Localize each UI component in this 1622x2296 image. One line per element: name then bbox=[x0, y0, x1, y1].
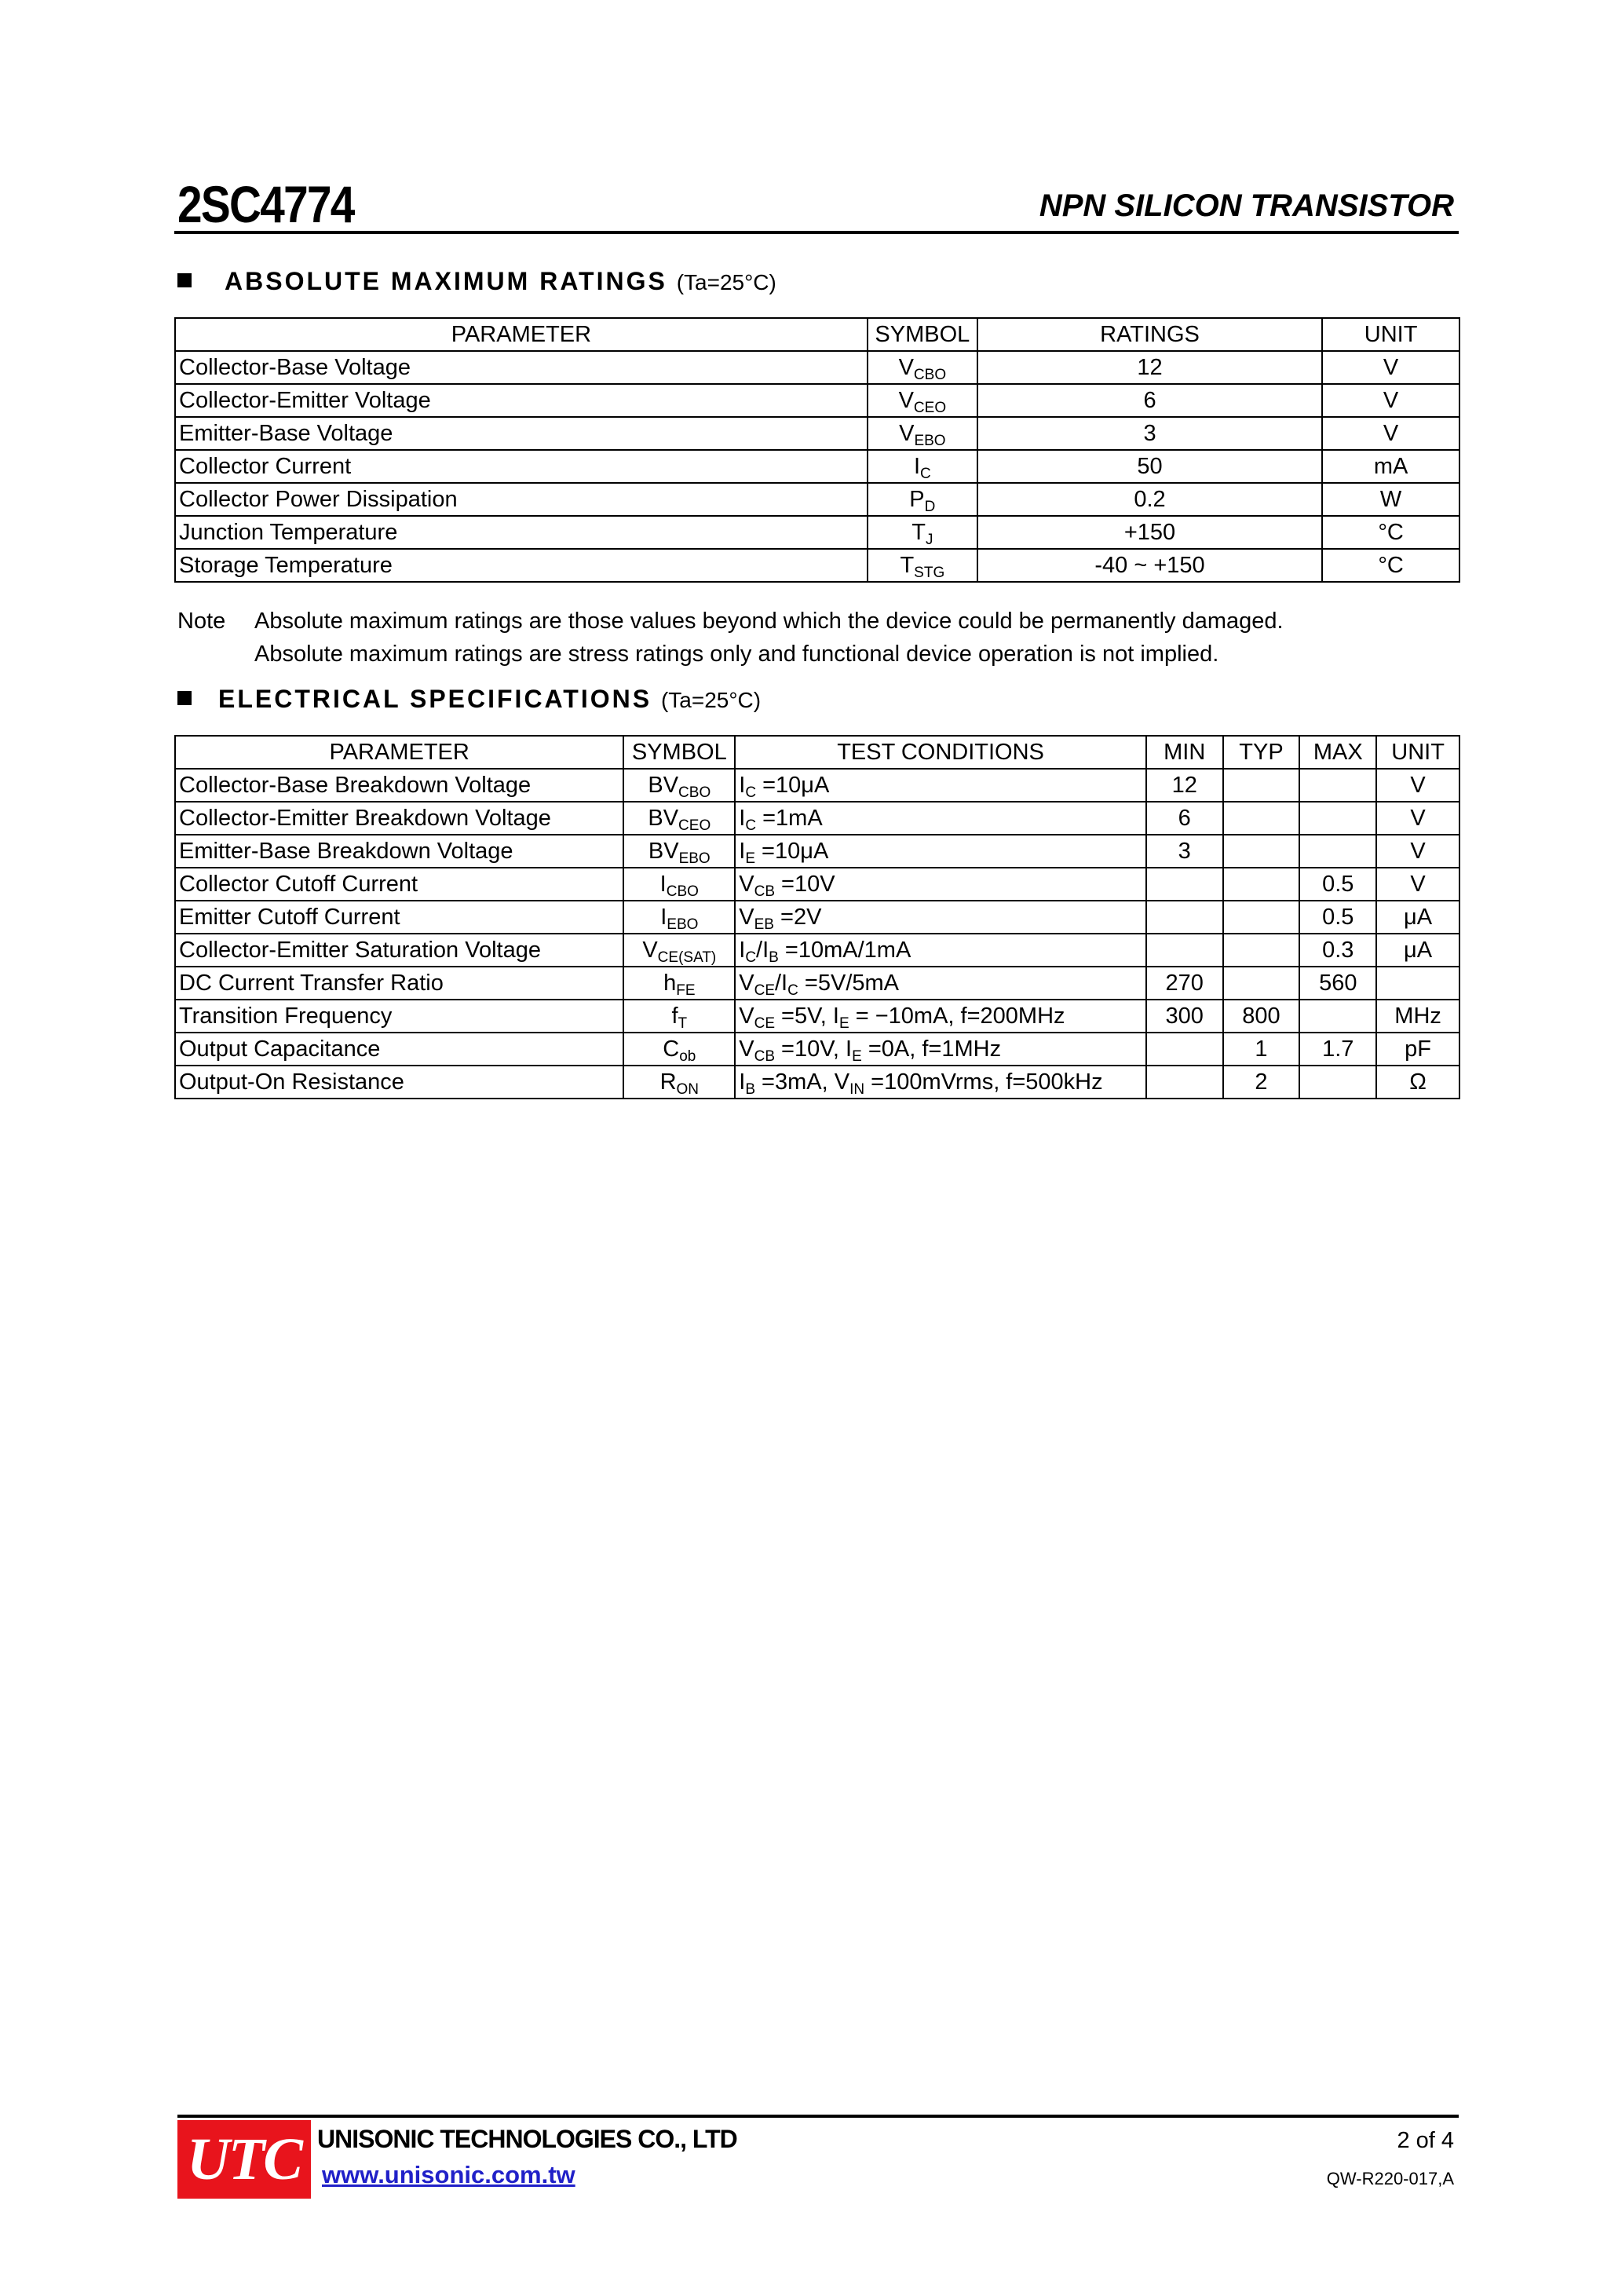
table-row bbox=[175, 802, 1459, 835]
symbol-subscript: EBO bbox=[914, 433, 946, 449]
symbol-text: V bbox=[898, 355, 914, 380]
symbol-cell bbox=[623, 901, 735, 934]
rating-cell: 0.2 bbox=[977, 483, 1322, 516]
symbol-cell bbox=[868, 450, 977, 483]
parameter-cell: Collector-Emitter Saturation Voltage bbox=[175, 934, 623, 967]
column-header: PARAMETER bbox=[175, 318, 868, 351]
parameter-cell: Emitter-Base Breakdown Voltage bbox=[175, 835, 623, 868]
parameter-cell: Emitter-Base Voltage bbox=[175, 417, 868, 450]
note-label: Note bbox=[177, 609, 226, 634]
table-row bbox=[175, 934, 1459, 967]
column-header: SYMBOL bbox=[623, 736, 735, 769]
symbol-text: I bbox=[913, 454, 920, 479]
rating-cell: 12 bbox=[977, 351, 1322, 384]
max-cell: 0.3 bbox=[1299, 934, 1376, 967]
condition-subscript: C bbox=[745, 784, 757, 801]
symbol-text: I bbox=[660, 905, 667, 930]
symbol-subscript: CBO bbox=[678, 784, 711, 801]
symbol-text: C bbox=[663, 1036, 680, 1062]
page-number: 2 of 4 bbox=[1397, 2128, 1454, 2153]
min-cell bbox=[1146, 868, 1223, 901]
min-cell: 6 bbox=[1146, 802, 1223, 835]
parameter-cell: Collector-Base Voltage bbox=[175, 351, 868, 384]
column-header: MIN bbox=[1146, 736, 1223, 769]
min-cell: 3 bbox=[1146, 835, 1223, 868]
typ-cell: 1 bbox=[1223, 1033, 1300, 1066]
symbol-cell bbox=[623, 769, 735, 802]
condition-text: I bbox=[739, 1069, 746, 1095]
symbol-subscript: EBO bbox=[667, 916, 699, 933]
symbol-text: I bbox=[659, 872, 667, 897]
condition-text: =0A, f=1MHz bbox=[861, 1036, 1002, 1062]
elec-title: ELECTRICAL SPECIFICATIONS bbox=[218, 685, 652, 713]
symbol-subscript: D bbox=[924, 499, 936, 515]
note-line: Absolute maximum ratings are stress ratings only and functional device operation is not implied. bbox=[254, 642, 1219, 667]
symbol-cell bbox=[623, 802, 735, 835]
symbol-subscript: EBO bbox=[678, 850, 711, 867]
condition-subscript: EB bbox=[754, 916, 774, 933]
parameter-cell: Collector Current bbox=[175, 450, 868, 483]
square-bullet-icon bbox=[177, 691, 192, 705]
typ-cell: 2 bbox=[1223, 1066, 1300, 1099]
unit-cell: pF bbox=[1376, 1033, 1459, 1066]
typ-cell: 800 bbox=[1223, 1000, 1300, 1033]
column-header: TEST CONDITIONS bbox=[735, 736, 1146, 769]
symbol-subscript: C bbox=[920, 466, 931, 482]
symbol-cell bbox=[868, 384, 977, 417]
part-number: 2SC4774 bbox=[177, 175, 354, 233]
abs-max-title: ABSOLUTE MAXIMUM RATINGS bbox=[225, 267, 667, 295]
condition-text: =10V, I bbox=[775, 1036, 853, 1062]
test-conditions-cell bbox=[735, 835, 1146, 868]
max-cell bbox=[1299, 1000, 1376, 1033]
unit-cell: MHz bbox=[1376, 1000, 1459, 1033]
column-header: UNIT bbox=[1322, 318, 1459, 351]
typ-cell bbox=[1223, 967, 1300, 1000]
max-cell: 0.5 bbox=[1299, 901, 1376, 934]
condition-subscript: B bbox=[769, 949, 779, 966]
table-row bbox=[175, 384, 1459, 417]
symbol-cell bbox=[623, 1066, 735, 1099]
typ-cell bbox=[1223, 769, 1300, 802]
symbol-subscript: STG bbox=[914, 565, 945, 581]
parameter-cell: Collector-Base Breakdown Voltage bbox=[175, 769, 623, 802]
unit-cell: V bbox=[1376, 802, 1459, 835]
condition-text: = −10mA, f=200MHz bbox=[849, 1004, 1065, 1029]
condition-text: V bbox=[739, 905, 754, 930]
condition-subscript: E bbox=[852, 1048, 862, 1065]
condition-text: I bbox=[739, 806, 746, 831]
column-header: TYP bbox=[1223, 736, 1300, 769]
symbol-subscript: T bbox=[678, 1015, 688, 1032]
unit-cell: V bbox=[1376, 868, 1459, 901]
min-cell bbox=[1146, 1033, 1223, 1066]
table-row bbox=[175, 351, 1459, 384]
unit-cell: V bbox=[1376, 835, 1459, 868]
unit-cell: °C bbox=[1322, 549, 1459, 582]
symbol-cell bbox=[868, 549, 977, 582]
condition-text: V bbox=[739, 1036, 754, 1062]
symbol-text: BV bbox=[648, 839, 679, 864]
elec-condition: (Ta=25°C) bbox=[660, 688, 762, 712]
column-header: SYMBOL bbox=[868, 318, 977, 351]
symbol-text: V bbox=[899, 421, 915, 446]
condition-text: =1mA bbox=[756, 806, 823, 831]
rating-cell: +150 bbox=[977, 516, 1322, 549]
table-row bbox=[175, 549, 1459, 582]
condition-text: /I bbox=[756, 938, 769, 963]
symbol-text: V bbox=[642, 938, 658, 963]
condition-text: =10V bbox=[775, 872, 835, 897]
condition-text: V bbox=[739, 1004, 754, 1029]
table-row bbox=[175, 868, 1459, 901]
condition-text: V bbox=[739, 971, 754, 996]
unit-cell: Ω bbox=[1376, 1066, 1459, 1099]
condition-text: V bbox=[739, 872, 754, 897]
electrical-spec-table bbox=[174, 735, 1460, 1099]
symbol-cell bbox=[868, 351, 977, 384]
parameter-cell: DC Current Transfer Ratio bbox=[175, 967, 623, 1000]
symbol-cell bbox=[623, 967, 735, 1000]
typ-cell bbox=[1223, 835, 1300, 868]
parameter-cell: Output Capacitance bbox=[175, 1033, 623, 1066]
symbol-subscript: CBO bbox=[666, 883, 699, 900]
max-cell: 560 bbox=[1299, 967, 1376, 1000]
unit-cell: μA bbox=[1376, 934, 1459, 967]
parameter-cell: Output-On Resistance bbox=[175, 1066, 623, 1099]
min-cell bbox=[1146, 901, 1223, 934]
parameter-cell: Junction Temperature bbox=[175, 516, 868, 549]
symbol-subscript: ob bbox=[679, 1048, 696, 1065]
symbol-text: f bbox=[671, 1004, 678, 1029]
symbol-cell bbox=[623, 1033, 735, 1066]
typ-cell bbox=[1223, 868, 1300, 901]
rating-cell: 50 bbox=[977, 450, 1322, 483]
document-type: NPN SILICON TRANSISTOR bbox=[1039, 188, 1454, 223]
symbol-text: h bbox=[663, 971, 677, 996]
unit-cell: V bbox=[1322, 384, 1459, 417]
max-cell bbox=[1299, 802, 1376, 835]
table-row bbox=[175, 769, 1459, 802]
parameter-cell: Storage Temperature bbox=[175, 549, 868, 582]
table-row bbox=[175, 483, 1459, 516]
max-cell bbox=[1299, 769, 1376, 802]
test-conditions-cell bbox=[735, 934, 1146, 967]
symbol-text: T bbox=[911, 520, 926, 545]
condition-text: =10μA bbox=[755, 839, 829, 864]
condition-subscript: IN bbox=[849, 1081, 865, 1098]
unit-cell: W bbox=[1322, 483, 1459, 516]
max-cell: 0.5 bbox=[1299, 868, 1376, 901]
condition-text: I bbox=[739, 938, 746, 963]
condition-subscript: E bbox=[745, 850, 755, 867]
max-cell bbox=[1299, 835, 1376, 868]
table-header-row bbox=[175, 736, 1459, 769]
typ-cell bbox=[1223, 802, 1300, 835]
condition-subscript: C bbox=[787, 982, 798, 999]
symbol-text: V bbox=[898, 388, 914, 413]
symbol-text: BV bbox=[648, 773, 679, 798]
condition-subscript: CB bbox=[754, 883, 775, 900]
min-cell: 300 bbox=[1146, 1000, 1223, 1033]
parameter-cell: Collector-Emitter Breakdown Voltage bbox=[175, 802, 623, 835]
unit-cell: mA bbox=[1322, 450, 1459, 483]
table-header-row bbox=[175, 318, 1459, 351]
unit-cell bbox=[1376, 967, 1459, 1000]
table-row bbox=[175, 967, 1459, 1000]
condition-subscript: C bbox=[745, 817, 757, 834]
condition-subscript: CE bbox=[754, 982, 775, 999]
abs-max-section-title bbox=[177, 267, 776, 296]
rating-cell: 6 bbox=[977, 384, 1322, 417]
test-conditions-cell bbox=[735, 868, 1146, 901]
condition-text: =5V/5mA bbox=[798, 971, 900, 996]
test-conditions-cell bbox=[735, 769, 1146, 802]
min-cell bbox=[1146, 1066, 1223, 1099]
symbol-cell bbox=[623, 835, 735, 868]
symbol-subscript: CBO bbox=[913, 367, 947, 383]
condition-text: =10mA/1mA bbox=[778, 938, 911, 963]
condition-subscript: E bbox=[838, 1015, 849, 1032]
test-conditions-cell bbox=[735, 802, 1146, 835]
elec-section-title bbox=[177, 685, 761, 714]
max-cell: 1.7 bbox=[1299, 1033, 1376, 1066]
symbol-subscript: CEO bbox=[678, 817, 711, 834]
website-link[interactable]: www.unisonic.com.tw bbox=[322, 2161, 575, 2188]
table-row bbox=[175, 835, 1459, 868]
condition-text: I bbox=[739, 773, 746, 798]
symbol-cell bbox=[623, 1000, 735, 1033]
rating-cell: 3 bbox=[977, 417, 1322, 450]
symbol-cell bbox=[623, 868, 735, 901]
symbol-text: T bbox=[900, 553, 915, 578]
condition-text: =5V, I bbox=[775, 1004, 839, 1029]
symbol-subscript: J bbox=[925, 532, 933, 548]
utc-logo bbox=[177, 2120, 311, 2199]
symbol-cell bbox=[868, 483, 977, 516]
unit-cell: V bbox=[1322, 351, 1459, 384]
condition-text: =100mVrms, f=500kHz bbox=[864, 1069, 1103, 1095]
symbol-text: P bbox=[909, 487, 925, 512]
unit-cell: V bbox=[1322, 417, 1459, 450]
condition-text: =10μA bbox=[756, 773, 830, 798]
document-code: QW-R220-017,A bbox=[1326, 2169, 1454, 2188]
footer-rule bbox=[177, 2115, 1459, 2118]
rating-cell: -40 ~ +150 bbox=[977, 549, 1322, 582]
symbol-text: BV bbox=[648, 806, 679, 831]
table-row bbox=[175, 417, 1459, 450]
symbol-cell bbox=[868, 417, 977, 450]
symbol-subscript: CE(SAT) bbox=[657, 949, 717, 966]
table-row bbox=[175, 901, 1459, 934]
unit-cell: °C bbox=[1322, 516, 1459, 549]
table-row bbox=[175, 1000, 1459, 1033]
symbol-subscript: CEO bbox=[913, 400, 947, 416]
test-conditions-cell bbox=[735, 901, 1146, 934]
symbol-text: R bbox=[659, 1069, 677, 1095]
note-line: Absolute maximum ratings are those values beyond which the device could be permanently damaged. bbox=[254, 609, 1284, 634]
min-cell: 12 bbox=[1146, 769, 1223, 802]
condition-subscript: B bbox=[745, 1081, 755, 1098]
typ-cell bbox=[1223, 901, 1300, 934]
condition-text: /I bbox=[775, 971, 788, 996]
min-cell bbox=[1146, 934, 1223, 967]
condition-subscript: CB bbox=[754, 1048, 775, 1065]
table-row bbox=[175, 516, 1459, 549]
column-header: RATINGS bbox=[977, 318, 1322, 351]
symbol-cell bbox=[868, 516, 977, 549]
table-row bbox=[175, 1033, 1459, 1066]
parameter-cell: Emitter Cutoff Current bbox=[175, 901, 623, 934]
column-header: MAX bbox=[1299, 736, 1376, 769]
parameter-cell: Collector Power Dissipation bbox=[175, 483, 868, 516]
company-name: UNISONIC TECHNOLOGIES CO., LTD bbox=[317, 2125, 737, 2153]
condition-text: =2V bbox=[773, 905, 822, 930]
abs-max-table bbox=[174, 317, 1460, 583]
abs-max-note bbox=[177, 605, 1284, 671]
abs-max-condition: (Ta=25°C) bbox=[676, 270, 776, 294]
test-conditions-cell bbox=[735, 1033, 1146, 1066]
test-conditions-cell bbox=[735, 967, 1146, 1000]
parameter-cell: Collector-Emitter Voltage bbox=[175, 384, 868, 417]
square-bullet-icon bbox=[177, 273, 192, 287]
max-cell bbox=[1299, 1066, 1376, 1099]
symbol-cell bbox=[623, 934, 735, 967]
header-rule bbox=[174, 231, 1459, 234]
logo-text: UTC bbox=[187, 2126, 301, 2192]
unit-cell: V bbox=[1376, 769, 1459, 802]
column-header: PARAMETER bbox=[175, 736, 623, 769]
typ-cell bbox=[1223, 934, 1300, 967]
table-row bbox=[175, 450, 1459, 483]
condition-text: =3mA, V bbox=[755, 1069, 850, 1095]
symbol-subscript: ON bbox=[676, 1081, 700, 1098]
condition-subscript: C bbox=[745, 949, 757, 966]
test-conditions-cell bbox=[735, 1066, 1146, 1099]
condition-subscript: CE bbox=[754, 1015, 775, 1032]
unit-cell: μA bbox=[1376, 901, 1459, 934]
column-header: UNIT bbox=[1376, 736, 1459, 769]
test-conditions-cell bbox=[735, 1000, 1146, 1033]
symbol-subscript: FE bbox=[676, 982, 696, 999]
parameter-cell: Collector Cutoff Current bbox=[175, 868, 623, 901]
table-row bbox=[175, 1066, 1459, 1099]
min-cell: 270 bbox=[1146, 967, 1223, 1000]
condition-text: I bbox=[739, 839, 746, 864]
parameter-cell: Transition Frequency bbox=[175, 1000, 623, 1033]
